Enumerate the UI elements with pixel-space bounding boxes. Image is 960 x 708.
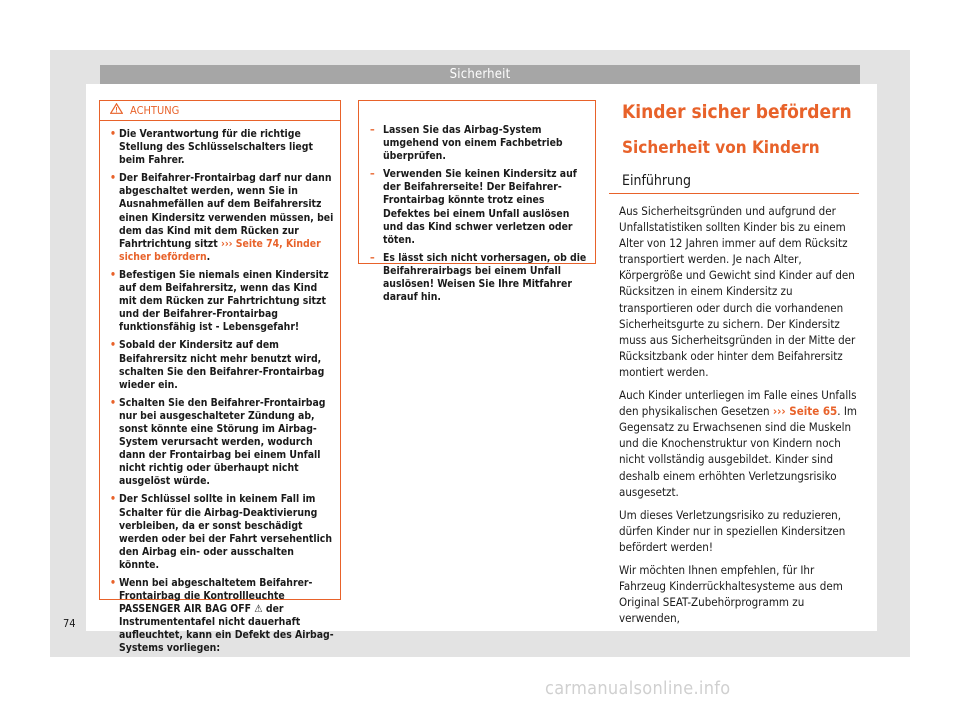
- section-title: Kinder sicher befördern: [622, 101, 852, 123]
- section-header: Sicherheit: [100, 65, 860, 84]
- page-reference-link[interactable]: ››› Seite 65: [772, 404, 838, 419]
- warning-header: [100, 101, 340, 121]
- warning-item: • Die Verantwortung für die richtige Stellung des Schlüsselschalters liegt beim Fahrer.: [110, 128, 313, 167]
- paragraph: Aus Sicherheitsgründen und aufgrund der Unfallstatistiken sollten Kinder bis zu einem Alter von 12 Jahren immer auf dem Rücksitz transportiert werden. Je nach Alter, Körpergröße und Gewicht sind Kinder auf den Rücksitzen in einem Kindersitz zu transportieren oder durch die vorhandenen Sicherheitsgurte zu sichern. Der Kindersitz muss aus Sicherheitsgründen in der Mitte der Rücksitzbank oder hinter dem Beifahrersitz montiert werden.: [619, 204, 856, 379]
- warning-list: [110, 128, 336, 661]
- section-subsubtitle: Einführung: [622, 173, 691, 189]
- warning-subitem: – Lassen Sie das Airbag-System umgehend von einem Fachbetrieb überprüfen.: [370, 124, 563, 163]
- warning-sublist: [370, 124, 592, 309]
- warning-subitem: – Es lässt sich nicht vorhersagen, ob die Beifahrerairbags bei einem Unfall auslösen! Weisen Sie Ihre Mitfahrer darauf hin.: [370, 251, 587, 304]
- warning-item: • Der Schlüssel sollte in keinem Fall im Schalter für die Airbag-Deaktivierung verbleiben, da er sonst beschädigt werden oder bei der Fahrt versehentlich den Airbag ein- oder ausschalten könnte.: [110, 493, 332, 571]
- paragraph: Wir möchten Ihnen empfehlen, für Ihr Fahrzeug Kinderrückhaltesysteme aus dem Original SEAT-Zubehörprogramm zu verwenden,: [619, 562, 843, 626]
- body-text: [619, 203, 864, 633]
- warning-item: • Befestigen Sie niemals einen Kindersitz auf dem Beifahrersitz, wenn das Kind mit dem Rücken zur Fahrtrichtung sitzt und der Beifahrer-Frontairbag funktionsfähig ist - Lebensgefahr!: [110, 268, 329, 334]
- warning-item: • Schalten Sie den Beifahrer-Frontairbag nur bei ausgeschalteter Zündung ab, sonst könnte eine Störung im Airbag-System verursacht werden, wodurch dann der Frontairbag bei einem Unfall nicht richtig oder überhaupt nicht ausgelöst würde.: [110, 396, 326, 488]
- section-subtitle: Sicherheit von Kindern: [622, 138, 820, 158]
- warning-item: • Sobald der Kindersitz auf dem Beifahrersitz nicht mehr benutzt wird, schalten Sie den Beifahrer-Frontairbag wieder ein.: [110, 339, 325, 391]
- heading-divider: [609, 193, 859, 194]
- warning-box-continued: [358, 100, 596, 304]
- warning-label: ACHTUNG: [130, 104, 180, 117]
- warning-subitem: – Verwenden Sie keinen Kindersitz auf der Beifahrerseite! Der Beifahrer-Frontairbag könnte trotz eines Defektes bei einem Unfall auslösen und das Kind schwer verletzen oder töten.: [370, 168, 577, 246]
- warning-item: • Der Beifahrer-Frontairbag darf nur dann abgeschaltet werden, wenn Sie in Ausnahmefällen auf dem Beifahrersitz einen Kindersitz verwenden müssen, bei dem das Kind mit dem Rücken zur Fahrtrichtung sitzt ››› Seite 74, Kinder sicher befördern.: [110, 172, 334, 263]
- warning-triangle-icon: [110, 101, 124, 121]
- warning-box: [99, 100, 341, 655]
- paragraph: Auch Kinder unterliegen im Falle eines Unfalls den physikalischen Gesetzen ››› Seite 65. Im Gegensatz zu Erwachsenen sind die Muskeln und die Knochenstruktur von Kindern noch nicht vollständig ausgebildet. Kinder sind deshalb einem erhöhten Verletzungsrisiko ausgesetzt.: [619, 388, 857, 499]
- page-number: 74: [63, 617, 76, 630]
- warning-item: • Wenn bei abgeschaltetem Beifahrer-Frontairbag die Kontrollleuchte PASSENGER AIR BAG OFF ⚠ der Instrumententafel nicht dauerhaft aufleuchtet, kann ein Defekt des Airbag-Systems vorliegen:: [110, 577, 334, 655]
- manual-page: [86, 84, 877, 655]
- watermark: carmanualsonline.info: [545, 678, 731, 699]
- page-reference-link[interactable]: ››› Seite 74, Kinder sicher befördern: [119, 237, 321, 263]
- paragraph: Um dieses Verletzungsrisiko zu reduzieren, dürfen Kinder nur in speziellen Kindersitzen befördert werden!: [619, 507, 846, 554]
